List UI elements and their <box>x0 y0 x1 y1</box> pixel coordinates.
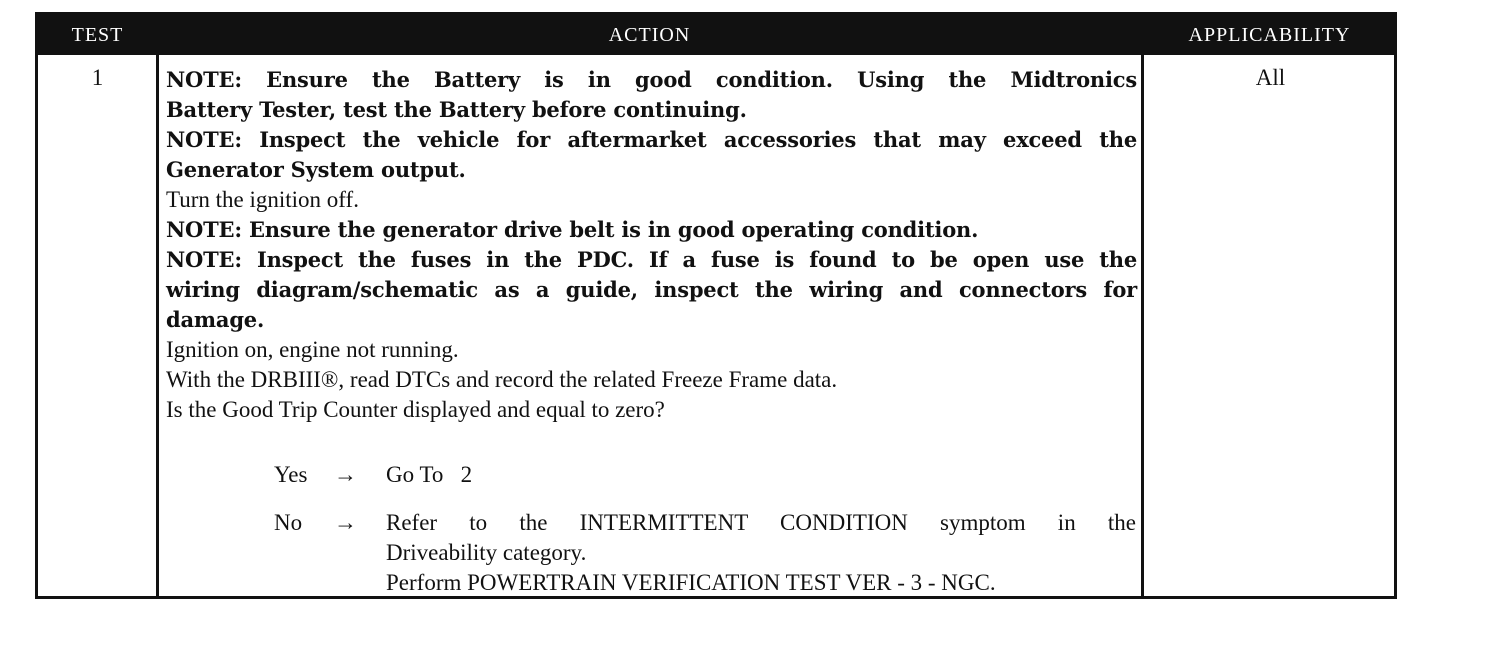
right-arrow-icon: → <box>334 510 357 535</box>
no-result <box>386 508 1136 598</box>
action-line: wiring diagram/schematic as a guide, inspect the wiring and connectors for <box>166 277 1137 302</box>
action-line: Turn the ignition off. <box>166 187 359 212</box>
column-divider <box>1141 55 1144 596</box>
result-line: Go To 2 <box>386 462 473 487</box>
action-line: Battery Tester, test the Battery before continuing. <box>166 97 747 122</box>
result-line: Perform POWERTRAIN VERIFICATION TEST VER - 3 - NGC. <box>386 570 996 595</box>
applicability-value: All <box>1255 65 1286 90</box>
action-line: damage. <box>166 307 265 332</box>
header-test: TEST <box>71 24 124 46</box>
no-label: No <box>274 510 303 535</box>
test-number: 1 <box>91 65 104 90</box>
right-arrow-icon: → <box>334 462 357 487</box>
result-line: Refer to the INTERMITTENT CONDITION symptom in the <box>386 510 1136 535</box>
header-applicability: APPLICABILITY <box>1188 24 1351 46</box>
action-line: With the DRBIII®, read DTCs and record the related Freeze Frame data. <box>166 367 838 392</box>
table-header <box>38 15 1394 55</box>
action-line: NOTE: Inspect the fuses in the PDC. If a fuse is found to be open use the <box>166 247 1137 272</box>
column-divider <box>156 55 159 596</box>
action-line: NOTE: Ensure the generator drive belt is in good operating condition. <box>166 217 979 242</box>
diagnostic-table <box>35 12 1397 599</box>
action-line: NOTE: Ensure the Battery is in good condition. Using the Midtronics <box>166 67 1137 92</box>
header-action: ACTION <box>608 24 691 46</box>
yes-label: Yes <box>274 462 308 487</box>
action-line: Is the Good Trip Counter displayed and equal to zero? <box>166 397 665 422</box>
yes-result <box>386 460 1136 490</box>
action-line: Generator System output. <box>166 157 466 182</box>
action-instructions <box>166 65 1137 425</box>
action-line: NOTE: Inspect the vehicle for aftermarket accessories that may exceed the <box>166 127 1137 152</box>
action-line: Ignition on, engine not running. <box>166 337 459 362</box>
action-cell <box>166 65 1137 595</box>
result-line: Driveability category. <box>386 540 587 565</box>
